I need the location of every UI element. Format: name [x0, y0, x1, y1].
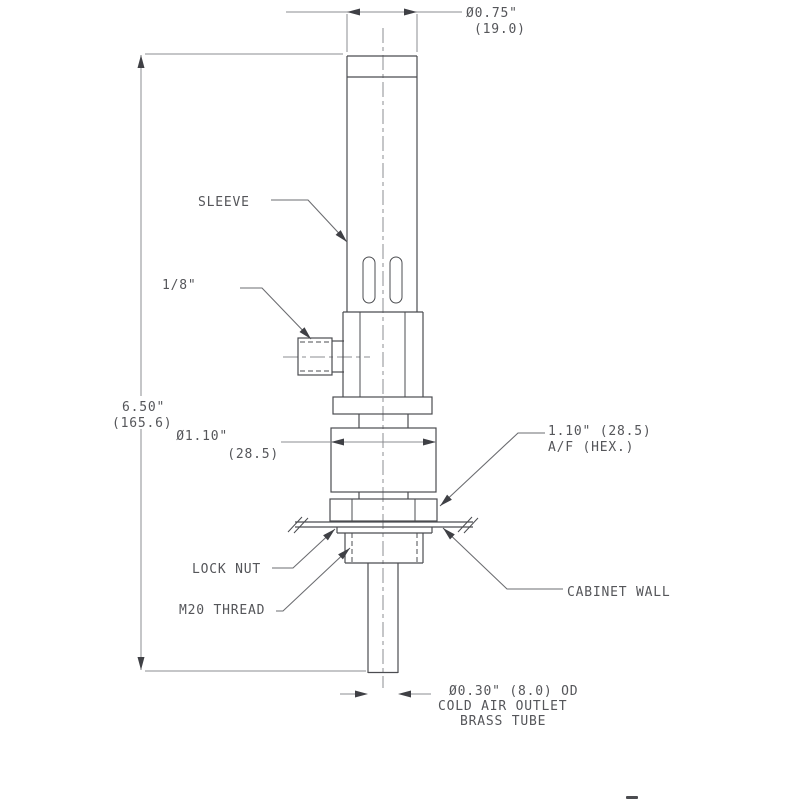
dim-sleeve-od-inches: Ø0.75"	[466, 6, 518, 21]
dim-height-inches: 6.50"	[122, 400, 166, 415]
label-m20-thread	[179, 548, 350, 618]
lock-nut-label: LOCK NUT	[192, 562, 262, 577]
arrowhead	[138, 657, 145, 670]
dim-body-od-inches: Ø1.10"	[176, 429, 228, 444]
dim-body-od-mm: (28.5)	[227, 447, 279, 462]
dim-sleeve-od-mm: (19.0)	[474, 22, 526, 37]
outlet-note-line1: Ø0.30" (8.0) OD	[449, 684, 579, 699]
arrowhead	[331, 439, 344, 446]
lock-nut-outline	[337, 527, 432, 563]
dimension-body-od	[176, 429, 436, 462]
arrowhead	[138, 55, 145, 68]
outlet-note-line2: COLD AIR OUTLET	[438, 699, 568, 714]
arrowhead	[347, 9, 360, 16]
dimension-outlet-od	[340, 684, 578, 729]
label-sleeve	[198, 195, 347, 242]
dim-height-mm: (165.6)	[112, 416, 173, 431]
sleeve-slot-right	[390, 257, 402, 303]
cabinet-wall-label: CABINET WALL	[567, 585, 671, 600]
label-cabinet-wall	[443, 528, 671, 600]
label-hex-af	[440, 424, 652, 506]
hex-af-line1: 1.10" (28.5)	[548, 424, 652, 439]
arrowhead	[355, 691, 368, 698]
m20-thread-label: M20 THREAD	[179, 603, 266, 618]
arrowhead	[398, 691, 411, 698]
edge-artifact	[626, 796, 638, 799]
label-lock-nut	[192, 529, 335, 577]
hex-af-line2: A/F (HEX.)	[548, 440, 635, 455]
sleeve-slot-left	[363, 257, 375, 303]
outlet-note-line3: BRASS TUBE	[460, 714, 547, 729]
dimension-overall-height	[112, 54, 366, 671]
inlet-port-label: 1/8"	[162, 278, 197, 293]
arrowhead	[404, 9, 417, 16]
dimension-sleeve-od	[286, 6, 526, 52]
label-inlet-port	[162, 278, 311, 339]
arrowhead	[423, 439, 436, 446]
sleeve-label: SLEEVE	[198, 195, 250, 210]
sleeve-outline	[347, 56, 417, 312]
